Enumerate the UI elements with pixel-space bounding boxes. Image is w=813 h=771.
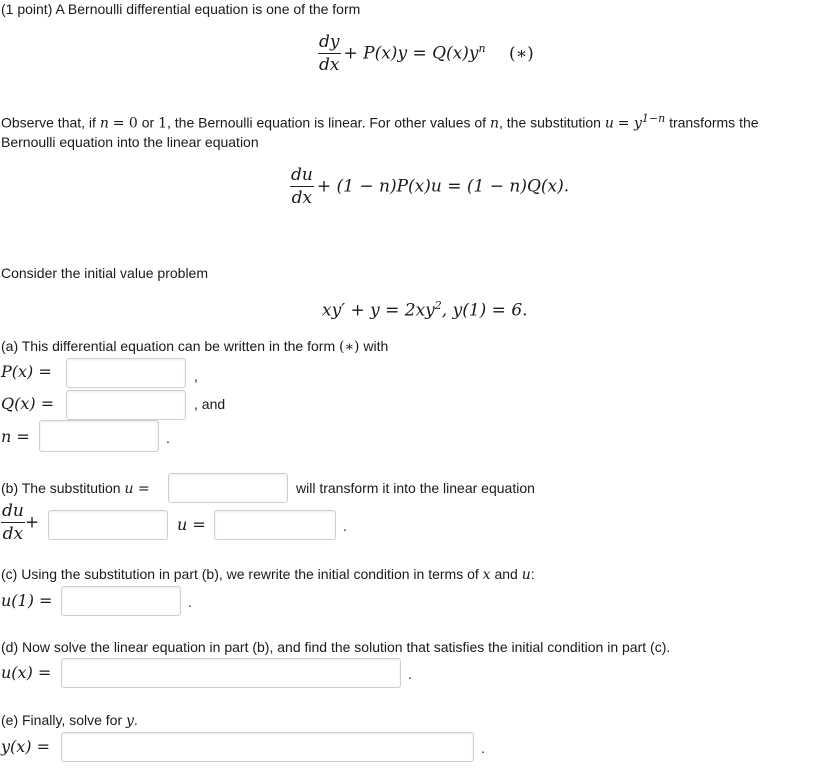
u1-input[interactable] xyxy=(61,586,181,616)
ivp-initial-condition: , y(1) = 6. xyxy=(441,300,528,321)
part-a-with: with xyxy=(363,338,389,354)
observe-one: 1 xyxy=(158,115,167,132)
linear-equation xyxy=(290,167,569,207)
substitution-input[interactable] xyxy=(168,473,288,503)
part-c-x: x xyxy=(482,567,491,583)
observe-line-1 xyxy=(1,112,759,132)
yx-label xyxy=(1,737,50,756)
ux-label-text: u(x) = xyxy=(1,663,52,682)
ivp-lhs: xy′ + y = 2xy xyxy=(322,300,435,321)
part-c-colon: : xyxy=(530,566,535,582)
p-label-text: P(x) = xyxy=(1,362,52,381)
part-b-denominator: dx xyxy=(2,524,24,544)
part-c-period: . xyxy=(188,594,192,610)
part-c-text: (c) Using the substitution in part (b), we rewrite the initial condition in terms of xyxy=(1,566,479,582)
rhs-input[interactable] xyxy=(214,510,336,540)
part-c-prompt xyxy=(1,566,535,583)
observe-line-2: Bernoulli equation into the linear equation xyxy=(1,134,259,150)
part-b-u-eq xyxy=(177,515,206,534)
eq1-denominator: dx xyxy=(319,55,340,75)
part-b-text: (b) The substitution xyxy=(1,480,121,496)
p-label xyxy=(1,362,52,381)
u1-label-text: u(1) = xyxy=(1,591,53,610)
observe-eq0: = 0 xyxy=(112,115,138,132)
observe-text-2: , the Bernoulli equation is linear. For other values of xyxy=(167,114,487,131)
part-c-and: and xyxy=(494,566,518,582)
q-and: , and xyxy=(194,396,226,412)
eq1-exponent: n xyxy=(478,41,486,55)
observe-text-1: Observe that, if xyxy=(1,114,96,131)
eq2-denominator: dx xyxy=(291,188,313,208)
u1-label xyxy=(1,591,52,610)
bernoulli-equation xyxy=(318,34,534,74)
q-input[interactable] xyxy=(66,390,186,420)
eq2-rhs: + (1 − n)P(x)u = (1 − n)Q(x). xyxy=(316,176,570,197)
observe-u: u xyxy=(604,115,614,132)
n-label xyxy=(1,427,30,446)
coefficient-input[interactable] xyxy=(48,510,168,540)
part-b-period: . xyxy=(343,518,347,534)
part-a-star: (∗) xyxy=(339,339,360,355)
observe-n2: n xyxy=(489,115,499,132)
initial-value-problem xyxy=(322,299,528,321)
ux-input[interactable] xyxy=(61,658,401,688)
yx-input[interactable] xyxy=(61,732,474,762)
part-e-dot: . xyxy=(133,712,138,728)
q-label xyxy=(1,394,54,413)
part-b-derivative xyxy=(1,503,39,543)
p-input[interactable] xyxy=(66,358,186,388)
observe-text-3: , the substitution xyxy=(499,114,601,131)
part-b-transform-text: will transform it into the linear equation xyxy=(296,480,535,496)
part-d-period: . xyxy=(408,666,412,682)
part-e-y: y xyxy=(126,713,134,729)
part-b-u-label: u = xyxy=(124,481,150,497)
part-b-prompt xyxy=(1,480,150,497)
part-b-numerator: du xyxy=(2,501,24,521)
part-e-text: (e) Finally, solve for xyxy=(1,712,123,728)
part-a-prompt xyxy=(1,338,388,355)
observe-eq: = y xyxy=(617,115,642,132)
problem-intro: (1 point) A Bernoulli differential equation is one of the form xyxy=(1,1,361,17)
eq1-rhs: + P(x)y = Q(x)y xyxy=(343,43,479,64)
observe-n: n xyxy=(99,115,109,132)
n-label-text: n = xyxy=(1,427,30,446)
eq1-numerator: dy xyxy=(319,32,340,52)
eq1-tag: (∗) xyxy=(509,43,534,64)
part-c-u: u xyxy=(521,567,531,583)
observe-exponent: 1−n xyxy=(641,112,666,125)
ivp-exponent: 2 xyxy=(434,299,442,312)
q-label-text: Q(x) = xyxy=(1,394,55,413)
n-period: . xyxy=(166,430,170,446)
part-e-period: . xyxy=(481,740,485,756)
observe-or: or xyxy=(141,114,155,131)
part-b-plus: + xyxy=(24,512,40,533)
part-a-text: (a) This differential equation can be written in the form xyxy=(1,338,336,354)
n-input[interactable] xyxy=(39,420,159,452)
eq2-numerator: du xyxy=(291,165,313,185)
ux-label xyxy=(1,663,51,682)
part-b-u-eq-text: u = xyxy=(177,515,206,534)
p-comma: , xyxy=(194,368,198,384)
part-e-prompt xyxy=(1,712,138,729)
observe-text-4: transforms the xyxy=(669,114,759,131)
yx-label-text: y(x) = xyxy=(1,737,51,756)
part-d-prompt: (d) Now solve the linear equation in part (b), and find the solution that satisfies the initial condition in part (c). xyxy=(1,639,671,655)
consider-text: Consider the initial value problem xyxy=(1,265,208,281)
